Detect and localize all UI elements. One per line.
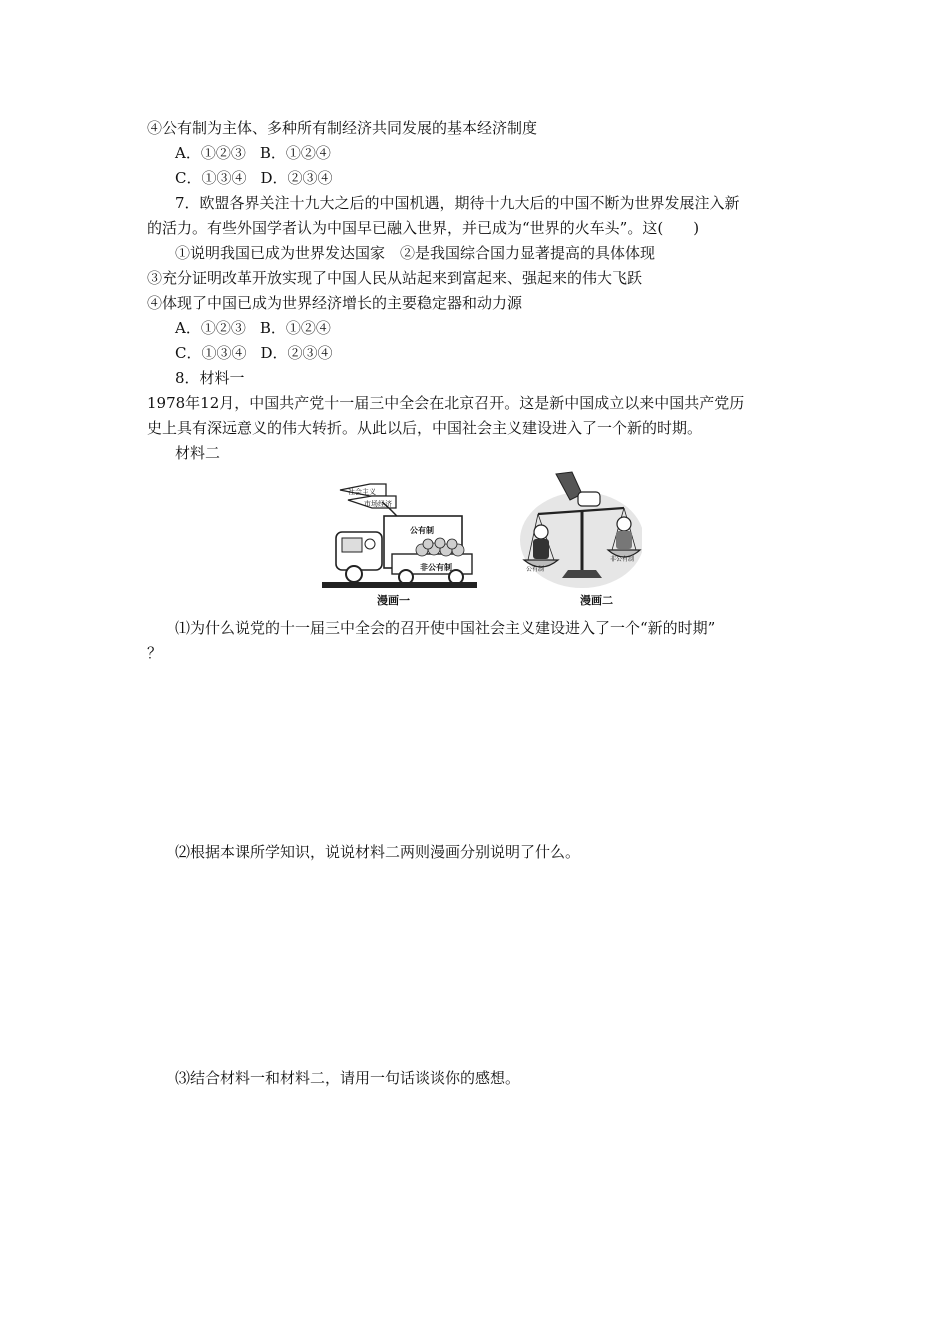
cartoon-2-left-pan-label: 公有制 — [526, 566, 545, 573]
q7-option-b[interactable]: B．①②④ — [259, 319, 331, 337]
cartoon-1-sign-top-label: 社会主义 — [348, 488, 376, 496]
cartoon-figure — [322, 470, 638, 610]
q7-option-a[interactable]: A．①②③ — [175, 319, 246, 337]
q8-sub1-line-1: ⑴为什么说党的十一届三中全会的召开使中国社会主义建设进入了一个“新的时期” — [175, 619, 716, 637]
q7-items-1-2: ①说明我国已成为世界发达国家 ②是我国综合国力显著提高的具体体现 — [175, 244, 656, 262]
cartoon-1-trailer-label: 非公有制 — [420, 563, 452, 572]
cartoon-1-truck-label: 公有制 — [410, 526, 434, 535]
q8-sub1-line-2: ？ — [147, 644, 163, 662]
q6-item-4: ④公有制为主体、多种所有制经济共同发展的基本经济制度 — [147, 119, 538, 137]
q6-option-a[interactable]: A．①②③ — [175, 144, 246, 162]
cartoon-1-truck-illustration — [322, 470, 477, 590]
q7-option-d[interactable]: D．②③④ — [260, 344, 333, 362]
q7-stem-line-2: 的活力。有些外国学者认为中国早已融入世界，并已成为“世界的火车头”。这( ) — [147, 219, 700, 237]
cartoon-1-sign-bottom-label: 市场经济 — [364, 500, 392, 508]
q8-sub2: ⑵根据本课所学知识，说说材料二两则漫画分别说明了什么。 — [175, 843, 581, 861]
cartoon-1-caption: 漫画一 — [377, 594, 410, 607]
q7-options-row-1 — [175, 318, 331, 338]
q6-options-row-2 — [175, 168, 333, 188]
q8-sub3: ⑶结合材料一和材料二，请用一句话谈谈你的感想。 — [175, 1069, 521, 1087]
q8-heading: 8．材料一 — [175, 369, 245, 387]
cartoon-2-caption: 漫画二 — [580, 594, 613, 607]
q7-option-c[interactable]: C．①③④ — [175, 344, 247, 362]
cartoon-2-right-pan-label: 非公有制 — [610, 556, 635, 563]
q8-material1-line-1: 1978年12月，中国共产党十一届三中全会在北京召开。这是新中国成立以来中国共产党历 — [147, 394, 745, 412]
q7-item-4: ④体现了中国已成为世界经济增长的主要稳定器和动力源 — [147, 294, 523, 312]
q7-stem-line-1: 7．欧盟各界关注十九大之后的中国机遇，期待十九大后的中国不断为世界发展注入新 — [175, 194, 740, 212]
q8-material2-label: 材料二 — [175, 444, 221, 462]
q6-option-d[interactable]: D．②③④ — [260, 169, 333, 187]
q6-option-c[interactable]: C．①③④ — [175, 169, 247, 187]
q6-options-row-1 — [175, 143, 331, 163]
q7-item-3: ③充分证明改革开放实现了中国人民从站起来到富起来、强起来的伟大飞跃 — [147, 269, 643, 287]
q8-material1-line-2: 史上具有深远意义的伟大转折。从此以后，中国社会主义建设进入了一个新的时期。 — [147, 419, 703, 437]
q7-options-row-2 — [175, 343, 333, 363]
q6-option-b[interactable]: B．①②④ — [259, 144, 331, 162]
